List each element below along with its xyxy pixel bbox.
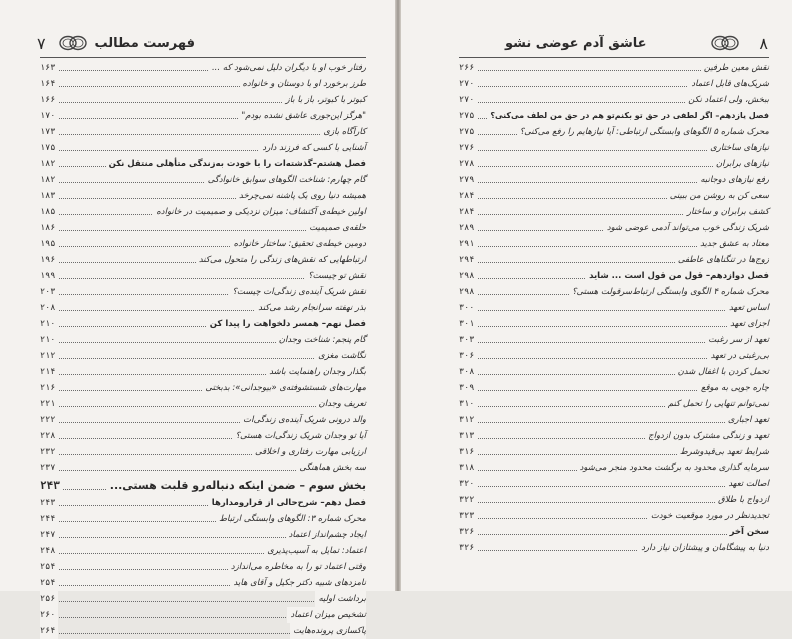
toc-entry [459, 204, 769, 220]
toc-entry-title: تعهد از سر رغبت [705, 332, 769, 348]
toc-entry-title: تشخیص میزان اعتماد [287, 607, 366, 623]
toc-entry-page: ۲۵۴ [40, 575, 58, 591]
toc-entry [459, 284, 769, 300]
toc-entry-page: ۲۱۴ [40, 364, 58, 380]
toc-entry-title: محرک شماره ۳: الگوهای وابستگی ارتباط [216, 511, 366, 527]
toc-entry-title: طرز برخورد او با دوستان و خانواده [240, 76, 367, 92]
toc-entry-title: نیازهای برابران [713, 156, 769, 172]
dot-leader [459, 534, 769, 535]
toc-entry-page: ۱۸۵ [40, 204, 58, 220]
toc-entry-title: زوج‌ها در تنگناهای عاطفی [675, 252, 769, 268]
toc-entry-title: مهارت‌های شستشوفته‌ی «بیوجدانی»: بدبختی [202, 380, 366, 396]
toc-entry-page: ۲۸۴ [459, 188, 477, 204]
toc-entry-title: سه بخش هماهنگی [296, 460, 366, 476]
toc-entry-title: فصل دوازدهم– قول من قول است ... شاید [586, 268, 769, 284]
toc-entry [459, 428, 769, 444]
toc-entry [40, 511, 366, 527]
toc-entry-title: والد درونی شریک آینده‌ی زندگی‌ات [240, 412, 366, 428]
toc-entry-page: ۲۹۴ [459, 252, 477, 268]
toc-entry [40, 204, 366, 220]
toc-entry [40, 188, 366, 204]
toc-chapter-entry [459, 524, 769, 540]
toc-entry [40, 460, 366, 476]
toc-entry [459, 348, 769, 364]
toc-entry [459, 476, 769, 492]
toc-entry-title: محرک شماره ۵ الگوهای وابستگی ارتباطی: آیا نیازهایم را رفع می‌کنی؟ [517, 124, 769, 140]
toc-entry-title: همیشه دنیا روی یک پاشنه نمی‌چرخد [236, 188, 366, 204]
toc-entry-page: ۳۰۸ [459, 364, 477, 380]
toc-entry-page: ۳۲۰ [459, 476, 477, 492]
toc-entry-page: ۳۲۲ [459, 492, 477, 508]
toc-entry-page: ۲۲۲ [40, 412, 58, 428]
toc-entry-page: ۲۱۲ [40, 348, 58, 364]
dot-leader [459, 422, 769, 423]
toc-entry [459, 172, 769, 188]
toc-entry-title: کبوتر با کبوتر، باز با باز [283, 92, 366, 108]
toc-entry [40, 284, 366, 300]
toc-entry-page: ۲۷۸ [459, 156, 477, 172]
page-number: ۷ [37, 34, 46, 53]
toc-entry [40, 268, 366, 284]
toc-entry-page: ۱۸۳ [40, 188, 58, 204]
toc-entry-page: ۲۴۸ [40, 543, 58, 559]
toc-entry [459, 220, 769, 236]
left-page-header [0, 32, 395, 56]
toc-entry [459, 60, 769, 76]
toc-entry-title: ببخش، ولی اعتماد نکن [685, 92, 769, 108]
toc-entry-title: سخن آخر [727, 524, 769, 540]
toc-entry-page: ۲۹۸ [459, 284, 477, 300]
toc-list-right [459, 60, 769, 556]
toc-entry-title: تجدیدنظر در مورد موقعیت خودت [648, 508, 769, 524]
toc-entry [459, 76, 769, 92]
toc-entry-title: حلقه‌ی صمیمیت [306, 220, 366, 236]
toc-entry-title: تحمل کردن با اغفال شدن [675, 364, 769, 380]
toc-entry-page: ۲۹۱ [459, 236, 477, 252]
toc-entry-page: ۱۹۵ [40, 236, 58, 252]
toc-entry-title: فصل یازدهم– اگر لطفی در حق تو بکنم‌تو هم در حق من لطف می‌کنی؟ [487, 108, 769, 124]
toc-entry-page: ۳۰۰ [459, 300, 477, 316]
toc-part-entry [40, 476, 366, 495]
toc-entry-page: ۲۱۰ [40, 316, 58, 332]
toc-entry [40, 444, 366, 460]
toc-entry-title: گام پنجم: شناخت وجدان [276, 332, 366, 348]
toc-entry [40, 412, 366, 428]
toc-entry [40, 380, 366, 396]
toc-entry [40, 172, 366, 188]
toc-entry-title: بذر نهفته سرانجام رشد می‌کند [255, 300, 366, 316]
toc-entry-title: دنیا به پیشگامان و پیشتازان نیاز دارد [638, 540, 769, 556]
toc-chapter-entry [459, 268, 769, 284]
toc-entry [459, 508, 769, 524]
toc-entry [40, 60, 366, 76]
toc-entry [459, 396, 769, 412]
toc-chapter-entry [40, 156, 366, 172]
toc-entry [459, 460, 769, 476]
toc-entry [40, 124, 366, 140]
toc-entry-title: نقش شریک آینده‌ی زندگی‌ات چیست؟ [229, 284, 366, 300]
toc-entry [459, 252, 769, 268]
toc-entry-title: چاره جویی به موقع [698, 380, 769, 396]
toc-entry-title: نمی‌توانم تنهایی را تحمل کنم [665, 396, 769, 412]
toc-entry-page: ۱۷۰ [40, 108, 58, 124]
dot-leader [459, 486, 769, 487]
toc-entry-page: ۲۶۰ [40, 607, 58, 623]
toc-entry-page: ۱۶۴ [40, 76, 58, 92]
toc-entry-page: ۳۱۳ [459, 428, 477, 444]
toc-entry-page: ۲۸۴ [459, 204, 477, 220]
toc-entry-page: ۲۷۹ [459, 172, 477, 188]
toc-entry-title: تعریف وجدان [316, 396, 366, 412]
toc-entry-page: ۲۳۷ [40, 460, 58, 476]
toc-entry [40, 140, 366, 156]
toc-entry-page: ۳۰۶ [459, 348, 477, 364]
toc-entry-page: ۱۶۶ [40, 92, 58, 108]
toc-entry-page: ۲۸۹ [459, 220, 477, 236]
toc-entry-title: بخش سوم – ضمن اینکه دنباله‌رو قلبت هستی... [107, 476, 366, 495]
toc-entry-title: نگاشت مغزی [315, 348, 366, 364]
toc-entry-title: اصالت تعهد [725, 476, 769, 492]
toc-entry [459, 236, 769, 252]
toc-entry-page: ۲۶۶ [459, 60, 477, 76]
toc-entry-title: اجزای تعهد [727, 316, 769, 332]
toc-entry-title: آیا تو وجدان شریک زندگی‌ات هستی؟ [233, 428, 366, 444]
toc-entry-title: فصل دهم– شرح‌حالی از قرارومدارها [209, 495, 366, 511]
toc-entry-page: ۲۲۱ [40, 396, 58, 412]
toc-entry [40, 252, 366, 268]
toc-entry-title: فصل نهم– همسر دلخواهت را پیدا کن [207, 316, 366, 332]
toc-entry [40, 220, 366, 236]
toc-entry [40, 428, 366, 444]
toc-entry-page: ۳۱۶ [459, 444, 477, 460]
toc-entry [40, 364, 366, 380]
toc-entry-title: کشف برابران و ساختار [684, 204, 769, 220]
toc-entry-title: کارآگاه بازی [320, 124, 366, 140]
toc-entry-page: ۱۷۳ [40, 124, 58, 140]
ornament-rings-icon [710, 35, 740, 51]
toc-entry-title: آشنایی با کسی که فرزند دارد [259, 140, 366, 156]
toc-entry-title: تعهد اجباری [725, 412, 769, 428]
toc-entry-title: شرایط تعهد بی‌قیدوشرط [677, 444, 769, 460]
toc-entry [459, 444, 769, 460]
page-number: ۸ [759, 34, 768, 53]
toc-entry-title: شریک زندگی خوب می‌تواند آدمی عوضی شود [604, 220, 769, 236]
dot-leader [459, 310, 769, 311]
toc-entry-title: فصل هشتم–گذشته‌ات را با خودت به‌زندگی متأهلی منتقل نکن [106, 156, 366, 172]
toc-entry [40, 527, 366, 543]
toc-entry-page: ۲۳۲ [40, 444, 58, 460]
toc-entry-title: سعی کن به روشن من ببینی [667, 188, 769, 204]
toc-chapter-entry [40, 495, 366, 511]
toc-entry-page: ۳۱۸ [459, 460, 477, 476]
toc-entry-title: معتاد به عشق جدید [697, 236, 769, 252]
toc-entry [40, 108, 366, 124]
toc-entry [459, 300, 769, 316]
toc-entry-page: ۲۹۸ [459, 268, 477, 284]
toc-entry-title: ارزیابی مهارت رفتاری و اخلاقی [252, 444, 366, 460]
toc-entry [40, 92, 366, 108]
toc-chapter-entry [40, 316, 366, 332]
header-rule [40, 57, 366, 58]
toc-entry-page: ۳۲۳ [459, 508, 477, 524]
dot-leader [40, 134, 366, 135]
toc-entry-title: رفتار خوب او با دیگران دلیل نمی‌شود که ... [209, 60, 366, 76]
toc-entry [459, 380, 769, 396]
toc-entry [459, 364, 769, 380]
right-page [401, 0, 792, 591]
toc-entry-title: ازدواج با طلاق [715, 492, 769, 508]
toc-entry-title: اولین خیطه‌ی آکتشاف: میزان نزدیکی و صمیمیت در خانواده [153, 204, 366, 220]
toc-entry [40, 559, 366, 575]
toc-entry-page: ۳۰۳ [459, 332, 477, 348]
toc-entry [459, 492, 769, 508]
toc-entry [459, 412, 769, 428]
toc-entry-page: ۱۸۶ [40, 220, 58, 236]
running-title: عاشق آدم عوضی نشو [505, 36, 647, 51]
toc-list-left [40, 60, 366, 639]
toc-entry-page: ۲۲۸ [40, 428, 58, 444]
toc-entry-title: "هرگز این‌جوری عاشق نشده بودم" [238, 108, 366, 124]
toc-entry-title: نیازهای ساختاری [707, 140, 769, 156]
toc-entry-page: ۲۱۶ [40, 380, 58, 396]
toc-entry-title: پاکسازی پرونده‌هایت [290, 623, 366, 639]
toc-entry-title: بی‌رغبتی در تعهد [708, 348, 769, 364]
toc-entry [459, 140, 769, 156]
toc-entry-page: ۱۷۵ [40, 140, 58, 156]
toc-entry-page: ۱۹۶ [40, 252, 58, 268]
toc-entry-page: ۳۲۶ [459, 524, 477, 540]
toc-entry-title: وقتی اعتماد تو را به مخاطره می‌اندازد [228, 559, 366, 575]
toc-entry-title: اساس تعهد [726, 300, 769, 316]
toc-entry-title: اعتماد: تمایل به آسیب‌پذیری [264, 543, 366, 559]
toc-entry [459, 332, 769, 348]
toc-entry [459, 124, 769, 140]
toc-entry [40, 332, 366, 348]
toc-entry [40, 76, 366, 92]
left-page [0, 0, 395, 636]
toc-entry-title: سرمایه گذاری محدود به برگشت محدود منجر می‌شود [577, 460, 769, 476]
header-rule [459, 57, 769, 58]
toc-entry-page: ۳۰۹ [459, 380, 477, 396]
toc-entry-page: ۲۶۴ [40, 623, 58, 639]
toc-chapter-entry [459, 108, 769, 124]
toc-entry-page: ۳۱۲ [459, 412, 477, 428]
toc-entry-page: ۲۷۰ [459, 92, 477, 108]
toc-entry-page: ۱۹۹ [40, 268, 58, 284]
toc-entry [459, 188, 769, 204]
toc-entry-page: ۲۷۰ [459, 76, 477, 92]
toc-entry [40, 396, 366, 412]
toc-entry-page: ۲۴۷ [40, 527, 58, 543]
right-page-header [401, 32, 792, 56]
toc-entry-page: ۱۸۲ [40, 156, 58, 172]
toc-entry-page: ۲۰۸ [40, 300, 58, 316]
toc-entry-page: ۲۷۶ [459, 140, 477, 156]
toc-entry-page: ۳۱۰ [459, 396, 477, 412]
toc-entry [40, 591, 366, 607]
toc-entry [40, 348, 366, 364]
toc-entry-page: ۳۰۱ [459, 316, 477, 332]
toc-entry-page: ۱۶۳ [40, 60, 58, 76]
toc-entry-page: ۲۰۳ [40, 284, 58, 300]
toc-entry-page: ۳۲۶ [459, 540, 477, 556]
toc-entry [459, 92, 769, 108]
toc-entry-page: ۲۷۵ [459, 124, 477, 140]
toc-entry-page: ۲۵۶ [40, 591, 58, 607]
toc-entry-page: ۲۱۰ [40, 332, 58, 348]
toc-entry-title: بگذار وجدان راهنمایت باشد [266, 364, 366, 380]
toc-entry [459, 156, 769, 172]
ornament-rings-icon [58, 35, 88, 51]
toc-entry-title: شریک‌های قابل اعتماد [688, 76, 769, 92]
toc-entry-page: ۲۵۴ [40, 559, 58, 575]
running-title: فهرست مطالب [94, 36, 195, 51]
toc-entry-page: ۲۴۴ [40, 511, 58, 527]
toc-entry [40, 607, 366, 623]
toc-entry-title: تعهد و زندگی مشترک بدون ازدواج [645, 428, 769, 444]
dot-leader [459, 326, 769, 327]
toc-entry-title: ایجاد چشم‌انداز اعتماد [286, 527, 366, 543]
toc-entry [459, 316, 769, 332]
toc-entry-title: محرک شماره ۴ الگوی وابستگی ارتباط‌سرقولت هستی؟ [569, 284, 769, 300]
toc-entry-title: برداشت اولیه [315, 591, 366, 607]
toc-entry-title: نقش معین طرفین [701, 60, 769, 76]
toc-entry [40, 623, 366, 639]
toc-entry [40, 236, 366, 252]
toc-entry [40, 575, 366, 591]
toc-entry-page: ۱۸۲ [40, 172, 58, 188]
toc-entry [459, 540, 769, 556]
toc-entry-title: دومین خیطه‌ی تحقیق: ساختار خانواده [231, 236, 366, 252]
toc-entry-title: گام چهارم: شناخت الگوهای سوابق خانوادگی [205, 172, 366, 188]
toc-entry [40, 543, 366, 559]
toc-entry-page: ۲۴۳ [40, 476, 63, 495]
toc-entry-page: ۲۷۵ [459, 108, 477, 124]
toc-entry-title: رفع نیازهای دوجانبه [697, 172, 769, 188]
toc-entry-page: ۲۴۳ [40, 495, 58, 511]
toc-entry [40, 300, 366, 316]
toc-entry-title: نامزدهای شبیه دکتر جکیل و آقای هاید [231, 575, 366, 591]
toc-entry-title: نقش تو چیست؟ [305, 268, 366, 284]
toc-entry-title: ارتباطهایی که نقش‌های زندگی را متحول می‌کند [196, 252, 366, 268]
